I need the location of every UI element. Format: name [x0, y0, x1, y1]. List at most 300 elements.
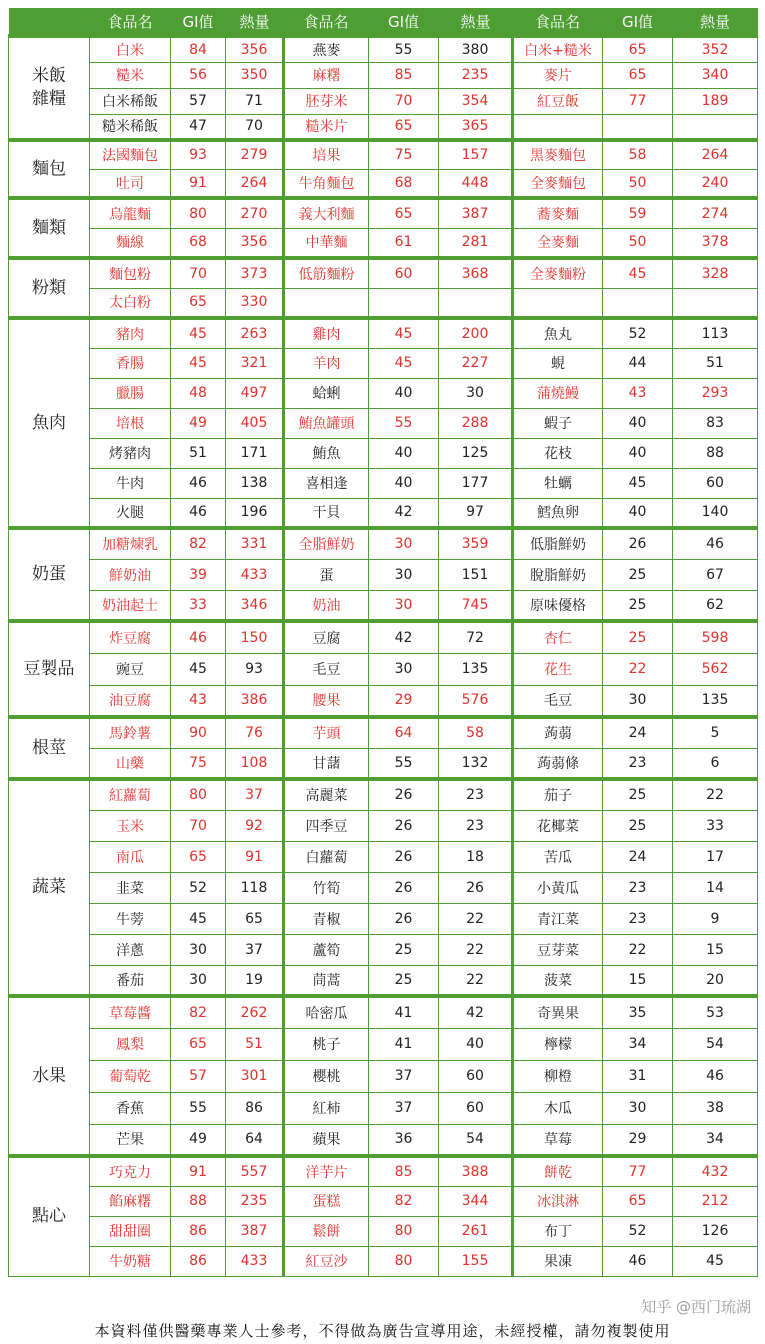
food-name-cell: 羊肉 — [284, 348, 369, 378]
table-row — [9, 198, 758, 228]
food-name-cell: 檸檬 — [513, 1028, 603, 1060]
food-name-cell: 蘋果 — [284, 1124, 369, 1156]
calorie-cell: 132 — [439, 748, 513, 779]
calorie-cell: 54 — [439, 1124, 513, 1156]
gi-value-cell: 70 — [171, 810, 226, 841]
food-name-cell: 加糖煉乳 — [90, 528, 171, 559]
gi-value-cell: 82 — [171, 996, 226, 1028]
gi-value-cell: 93 — [171, 140, 226, 169]
food-name-cell: 奶油 — [284, 590, 369, 621]
food-name-cell: 白米+糙米 — [513, 36, 603, 62]
calorie-cell: 263 — [226, 318, 284, 348]
calorie-cell: 93 — [226, 653, 284, 685]
food-name-cell: 木瓜 — [513, 1092, 603, 1124]
gi-value-cell: 46 — [171, 468, 226, 498]
gi-value-cell: 50 — [603, 169, 673, 198]
calorie-cell: 405 — [226, 408, 284, 438]
category-label: 麵包 — [9, 140, 90, 198]
calorie-cell: 177 — [439, 468, 513, 498]
food-name-cell: 果凍 — [513, 1246, 603, 1276]
gi-value-cell: 80 — [171, 779, 226, 810]
calorie-cell: 135 — [673, 685, 758, 717]
food-name-cell: 蘆筍 — [284, 934, 369, 965]
calorie-cell: 279 — [226, 140, 284, 169]
gi-value-cell: 65 — [171, 288, 226, 318]
gi-value-cell: 44 — [603, 348, 673, 378]
food-name-cell: 鮪魚罐頭 — [284, 408, 369, 438]
gi-value-cell: 30 — [603, 685, 673, 717]
food-name-cell: 牛蒡 — [90, 903, 171, 934]
food-name-cell: 香腸 — [90, 348, 171, 378]
table-row — [9, 88, 758, 114]
calorie-cell: 51 — [226, 1028, 284, 1060]
calorie-cell: 562 — [673, 653, 758, 685]
category-label: 魚肉 — [9, 318, 90, 528]
food-name-cell: 苦瓜 — [513, 841, 603, 872]
watermark: 知乎 @西门琉湖 — [641, 1298, 751, 1316]
food-name-cell: 小黃瓜 — [513, 872, 603, 903]
food-name-cell: 油豆腐 — [90, 685, 171, 717]
calorie-cell: 20 — [673, 965, 758, 996]
gi-value-cell: 55 — [369, 748, 439, 779]
category-label: 水果 — [9, 996, 90, 1156]
food-name-cell: 麥片 — [513, 62, 603, 88]
food-name-cell: 紅豆飯 — [513, 88, 603, 114]
gi-value-cell: 37 — [369, 1060, 439, 1092]
food-name-cell: 葡萄乾 — [90, 1060, 171, 1092]
gi-value-cell: 43 — [603, 378, 673, 408]
gi-value-cell: 65 — [171, 841, 226, 872]
gi-value-cell: 91 — [171, 169, 226, 198]
calorie-cell: 150 — [226, 621, 284, 653]
calorie-cell: 261 — [439, 1216, 513, 1246]
food-name-cell: 奇異果 — [513, 996, 603, 1028]
food-name-cell: 紅蘿蔔 — [90, 779, 171, 810]
food-name-cell: 韭菜 — [90, 872, 171, 903]
footer-disclaimer: 本資料僅供醫藥專業人士參考，不得做為廣告宣導用途，未經授權，請勿複製使用 — [94, 1322, 671, 1340]
food-name-cell: 法國麵包 — [90, 140, 171, 169]
calorie-cell: 46 — [673, 1060, 758, 1092]
gi-value-cell: 30 — [369, 528, 439, 559]
gi-value-cell: 48 — [171, 378, 226, 408]
calorie-cell: 151 — [439, 559, 513, 590]
food-name-cell: 蒲燒鰻 — [513, 378, 603, 408]
calorie-cell: 356 — [226, 36, 284, 62]
gi-value-cell: 45 — [369, 318, 439, 348]
gi-value-cell: 46 — [603, 1246, 673, 1276]
category-label: 根莖 — [9, 717, 90, 779]
gi-value-cell: 26 — [369, 779, 439, 810]
food-name-cell: 脫脂鮮奶 — [513, 559, 603, 590]
calorie-cell: 140 — [673, 498, 758, 528]
calorie-cell: 155 — [439, 1246, 513, 1276]
table-row — [9, 559, 758, 590]
gi-value-cell: 29 — [369, 685, 439, 717]
calorie-cell: 67 — [673, 559, 758, 590]
gi-value-cell: 42 — [369, 498, 439, 528]
gi-value-cell: 82 — [369, 1186, 439, 1216]
calorie-cell: 270 — [226, 198, 284, 228]
table-row — [9, 717, 758, 748]
gi-value-cell: 65 — [603, 36, 673, 62]
calorie-cell: 22 — [439, 934, 513, 965]
table-row — [9, 810, 758, 841]
food-name-cell: 烤豬肉 — [90, 438, 171, 468]
gi-value-cell: 40 — [369, 378, 439, 408]
gi-value-cell: 36 — [369, 1124, 439, 1156]
food-name-cell: 草莓 — [513, 1124, 603, 1156]
food-name-cell: 喜相逢 — [284, 468, 369, 498]
gi-value-cell: 40 — [369, 438, 439, 468]
gi-value-cell: 49 — [171, 408, 226, 438]
calorie-cell: 330 — [226, 288, 284, 318]
food-name-cell: 馬鈴薯 — [90, 717, 171, 748]
gi-value-cell: 26 — [369, 841, 439, 872]
food-name-cell: 牛角麵包 — [284, 169, 369, 198]
calorie-cell: 126 — [673, 1216, 758, 1246]
food-name-cell: 烏龍麵 — [90, 198, 171, 228]
gi-value-cell: 52 — [603, 318, 673, 348]
calorie-cell: 301 — [226, 1060, 284, 1092]
food-name-cell: 牛奶糖 — [90, 1246, 171, 1276]
gi-value-cell: 15 — [603, 965, 673, 996]
header-row — [9, 8, 758, 36]
header-food-name-2: 食品名 — [284, 8, 369, 36]
calorie-cell: 5 — [673, 717, 758, 748]
gi-value-cell: 77 — [603, 88, 673, 114]
table-row — [9, 140, 758, 169]
table-row — [9, 779, 758, 810]
gi-value-cell: 30 — [369, 590, 439, 621]
gi-value-cell: 41 — [369, 996, 439, 1028]
calorie-cell: 373 — [226, 258, 284, 288]
calorie-cell: 22 — [439, 903, 513, 934]
calorie-cell: 240 — [673, 169, 758, 198]
food-name-cell: 牛肉 — [90, 468, 171, 498]
food-name-cell: 雞肉 — [284, 318, 369, 348]
gi-value-cell: 23 — [603, 872, 673, 903]
food-name-cell: 蜆 — [513, 348, 603, 378]
food-name-cell — [513, 114, 603, 140]
gi-value-cell: 56 — [171, 62, 226, 88]
gi-value-cell: 50 — [603, 228, 673, 258]
calorie-cell: 356 — [226, 228, 284, 258]
gi-value-cell — [603, 114, 673, 140]
gi-value-cell: 90 — [171, 717, 226, 748]
food-name-cell: 吐司 — [90, 169, 171, 198]
calorie-cell: 86 — [226, 1092, 284, 1124]
calorie-cell: 380 — [439, 36, 513, 62]
food-name-cell: 花生 — [513, 653, 603, 685]
food-name-cell: 義大利麵 — [284, 198, 369, 228]
calorie-cell: 433 — [226, 559, 284, 590]
calorie-cell: 40 — [439, 1028, 513, 1060]
gi-value-cell: 33 — [171, 590, 226, 621]
category-label: 豆製品 — [9, 621, 90, 717]
gi-value-cell: 45 — [171, 903, 226, 934]
food-name-cell: 鮪魚 — [284, 438, 369, 468]
table-row — [9, 228, 758, 258]
header-calories-2: 熱量 — [439, 8, 513, 36]
header-calories-1: 熱量 — [226, 8, 284, 36]
calorie-cell: 88 — [673, 438, 758, 468]
food-name-cell: 香蕉 — [90, 1092, 171, 1124]
gi-value-cell: 30 — [369, 559, 439, 590]
calorie-cell: 54 — [673, 1028, 758, 1060]
calorie-cell: 37 — [226, 779, 284, 810]
food-name-cell: 布丁 — [513, 1216, 603, 1246]
food-name-cell: 麵包粉 — [90, 258, 171, 288]
table-row — [9, 114, 758, 140]
gi-value-cell: 58 — [603, 140, 673, 169]
table-row — [9, 748, 758, 779]
calorie-cell — [673, 114, 758, 140]
food-name-cell: 全麥麵粉 — [513, 258, 603, 288]
gi-value-cell: 80 — [171, 198, 226, 228]
calorie-cell: 196 — [226, 498, 284, 528]
calorie-cell: 293 — [673, 378, 758, 408]
food-name-cell: 低筋麵粉 — [284, 258, 369, 288]
food-name-cell: 低脂鮮奶 — [513, 528, 603, 559]
category-label: 粉類 — [9, 258, 90, 318]
food-name-cell: 餡麻糬 — [90, 1186, 171, 1216]
gi-value-cell: 80 — [369, 1216, 439, 1246]
table-row — [9, 841, 758, 872]
table-row — [9, 1216, 758, 1246]
calorie-cell: 19 — [226, 965, 284, 996]
food-name-cell: 青椒 — [284, 903, 369, 934]
food-name-cell: 豆腐 — [284, 621, 369, 653]
food-name-cell: 餅乾 — [513, 1156, 603, 1186]
calorie-cell: 235 — [439, 62, 513, 88]
gi-value-cell: 35 — [603, 996, 673, 1028]
calorie-cell: 58 — [439, 717, 513, 748]
food-name-cell: 豌豆 — [90, 653, 171, 685]
food-name-cell: 山藥 — [90, 748, 171, 779]
calorie-cell: 331 — [226, 528, 284, 559]
calorie-cell: 576 — [439, 685, 513, 717]
food-name-cell: 桃子 — [284, 1028, 369, 1060]
calorie-cell: 387 — [439, 198, 513, 228]
header-gi-1: GI值 — [171, 8, 226, 36]
table-row — [9, 528, 758, 559]
category-label: 點心 — [9, 1156, 90, 1276]
table-row — [9, 258, 758, 288]
food-name-cell: 紅豆沙 — [284, 1246, 369, 1276]
gi-value-cell: 41 — [369, 1028, 439, 1060]
calorie-cell: 138 — [226, 468, 284, 498]
header-gi-3: GI值 — [603, 8, 673, 36]
food-name-cell: 火腿 — [90, 498, 171, 528]
table-row — [9, 348, 758, 378]
food-name-cell: 洋芋片 — [284, 1156, 369, 1186]
calorie-cell: 60 — [439, 1092, 513, 1124]
gi-value-cell: 77 — [603, 1156, 673, 1186]
calorie-cell: 18 — [439, 841, 513, 872]
calorie-cell: 200 — [439, 318, 513, 348]
food-name-cell: 蒟蒻條 — [513, 748, 603, 779]
table-row — [9, 996, 758, 1028]
table-row — [9, 653, 758, 685]
gi-value-cell: 61 — [369, 228, 439, 258]
calorie-cell: 70 — [226, 114, 284, 140]
gi-value-cell: 80 — [369, 1246, 439, 1276]
calorie-cell: 42 — [439, 996, 513, 1028]
gi-value-cell: 45 — [171, 318, 226, 348]
table-row — [9, 621, 758, 653]
calorie-cell: 432 — [673, 1156, 758, 1186]
gi-value-cell: 59 — [603, 198, 673, 228]
gi-value-cell: 26 — [369, 903, 439, 934]
food-name-cell: 菠菜 — [513, 965, 603, 996]
food-name-cell: 糙米 — [90, 62, 171, 88]
gi-value-cell: 65 — [369, 198, 439, 228]
gi-value-cell: 70 — [369, 88, 439, 114]
table-row — [9, 1124, 758, 1156]
gi-value-cell: 86 — [171, 1246, 226, 1276]
gi-value-cell: 40 — [603, 408, 673, 438]
gi-value-cell: 84 — [171, 36, 226, 62]
gi-value-cell: 47 — [171, 114, 226, 140]
table-row — [9, 903, 758, 934]
calorie-cell: 113 — [673, 318, 758, 348]
food-name-cell: 巧克力 — [90, 1156, 171, 1186]
food-name-cell: 毛豆 — [284, 653, 369, 685]
gi-value-cell: 25 — [369, 965, 439, 996]
calorie-cell: 45 — [673, 1246, 758, 1276]
calorie-cell: 281 — [439, 228, 513, 258]
food-name-cell: 燕麥 — [284, 36, 369, 62]
gi-value-cell: 52 — [171, 872, 226, 903]
calorie-cell: 60 — [673, 468, 758, 498]
calorie-cell: 53 — [673, 996, 758, 1028]
table-body — [9, 36, 758, 1276]
gi-calorie-table — [8, 8, 758, 1277]
food-name-cell: 魚丸 — [513, 318, 603, 348]
gi-value-cell: 40 — [369, 468, 439, 498]
calorie-cell — [673, 288, 758, 318]
gi-value-cell: 57 — [171, 88, 226, 114]
gi-value-cell: 25 — [603, 810, 673, 841]
calorie-cell: 368 — [439, 258, 513, 288]
calorie-cell: 344 — [439, 1186, 513, 1216]
food-name-cell: 草莓醬 — [90, 996, 171, 1028]
calorie-cell: 23 — [439, 810, 513, 841]
calorie-cell: 359 — [439, 528, 513, 559]
food-name-cell: 糙米稀飯 — [90, 114, 171, 140]
calorie-cell: 108 — [226, 748, 284, 779]
gi-value-cell: 57 — [171, 1060, 226, 1092]
calorie-cell: 189 — [673, 88, 758, 114]
table-row — [9, 872, 758, 903]
gi-value-cell: 24 — [603, 841, 673, 872]
calorie-cell: 118 — [226, 872, 284, 903]
calorie-cell: 328 — [673, 258, 758, 288]
gi-value-cell: 22 — [603, 934, 673, 965]
gi-value-cell: 91 — [171, 1156, 226, 1186]
food-name-cell: 茄子 — [513, 779, 603, 810]
gi-value-cell: 45 — [603, 468, 673, 498]
gi-value-cell: 45 — [171, 653, 226, 685]
food-name-cell: 麵線 — [90, 228, 171, 258]
gi-value-cell: 64 — [369, 717, 439, 748]
food-name-cell: 蛋糕 — [284, 1186, 369, 1216]
gi-value-cell: 25 — [369, 934, 439, 965]
food-name-cell: 中華麵 — [284, 228, 369, 258]
food-name-cell: 麻糬 — [284, 62, 369, 88]
table-row — [9, 1028, 758, 1060]
gi-value-cell: 82 — [171, 528, 226, 559]
calorie-cell: 227 — [439, 348, 513, 378]
food-name-cell: 蛤蜊 — [284, 378, 369, 408]
gi-value-cell: 25 — [603, 559, 673, 590]
calorie-cell: 71 — [226, 88, 284, 114]
calorie-cell: 46 — [673, 528, 758, 559]
table-row — [9, 378, 758, 408]
table-row — [9, 1156, 758, 1186]
gi-value-cell: 45 — [603, 258, 673, 288]
table-row — [9, 438, 758, 468]
calorie-cell: 378 — [673, 228, 758, 258]
calorie-cell — [439, 288, 513, 318]
food-name-cell: 番茄 — [90, 965, 171, 996]
food-name-cell: 玉米 — [90, 810, 171, 841]
calorie-cell: 598 — [673, 621, 758, 653]
category-label: 奶蛋 — [9, 528, 90, 621]
table-row — [9, 934, 758, 965]
gi-value-cell: 34 — [603, 1028, 673, 1060]
calorie-cell: 497 — [226, 378, 284, 408]
gi-value-cell: 26 — [369, 872, 439, 903]
food-name-cell: 豬肉 — [90, 318, 171, 348]
food-name-cell: 牡蠣 — [513, 468, 603, 498]
calorie-cell: 33 — [673, 810, 758, 841]
gi-value-cell: 70 — [171, 258, 226, 288]
calorie-cell: 346 — [226, 590, 284, 621]
calorie-cell: 15 — [673, 934, 758, 965]
table-row — [9, 1092, 758, 1124]
table-row — [9, 468, 758, 498]
calorie-cell: 264 — [226, 169, 284, 198]
gi-value-cell: 88 — [171, 1186, 226, 1216]
food-name-cell: 花枝 — [513, 438, 603, 468]
food-name-cell: 豆芽菜 — [513, 934, 603, 965]
food-name-cell: 鳳梨 — [90, 1028, 171, 1060]
gi-value-cell: 29 — [603, 1124, 673, 1156]
calorie-cell: 37 — [226, 934, 284, 965]
food-name-cell: 培果 — [284, 140, 369, 169]
food-name-cell: 全脂鮮奶 — [284, 528, 369, 559]
food-name-cell: 蛋 — [284, 559, 369, 590]
calorie-cell: 448 — [439, 169, 513, 198]
calorie-cell: 72 — [439, 621, 513, 653]
calorie-cell: 321 — [226, 348, 284, 378]
calorie-cell: 557 — [226, 1156, 284, 1186]
food-name-cell: 杏仁 — [513, 621, 603, 653]
gi-value-cell: 45 — [369, 348, 439, 378]
calorie-cell: 135 — [439, 653, 513, 685]
food-name-cell: 芋頭 — [284, 717, 369, 748]
gi-value-cell: 43 — [171, 685, 226, 717]
food-name-cell: 青江菜 — [513, 903, 603, 934]
calorie-cell: 51 — [673, 348, 758, 378]
food-name-cell: 柳橙 — [513, 1060, 603, 1092]
gi-value-cell: 68 — [171, 228, 226, 258]
header-food-name-3: 食品名 — [513, 8, 603, 36]
gi-value-cell: 52 — [603, 1216, 673, 1246]
food-name-cell: 鮮奶油 — [90, 559, 171, 590]
food-name-cell: 太白粉 — [90, 288, 171, 318]
